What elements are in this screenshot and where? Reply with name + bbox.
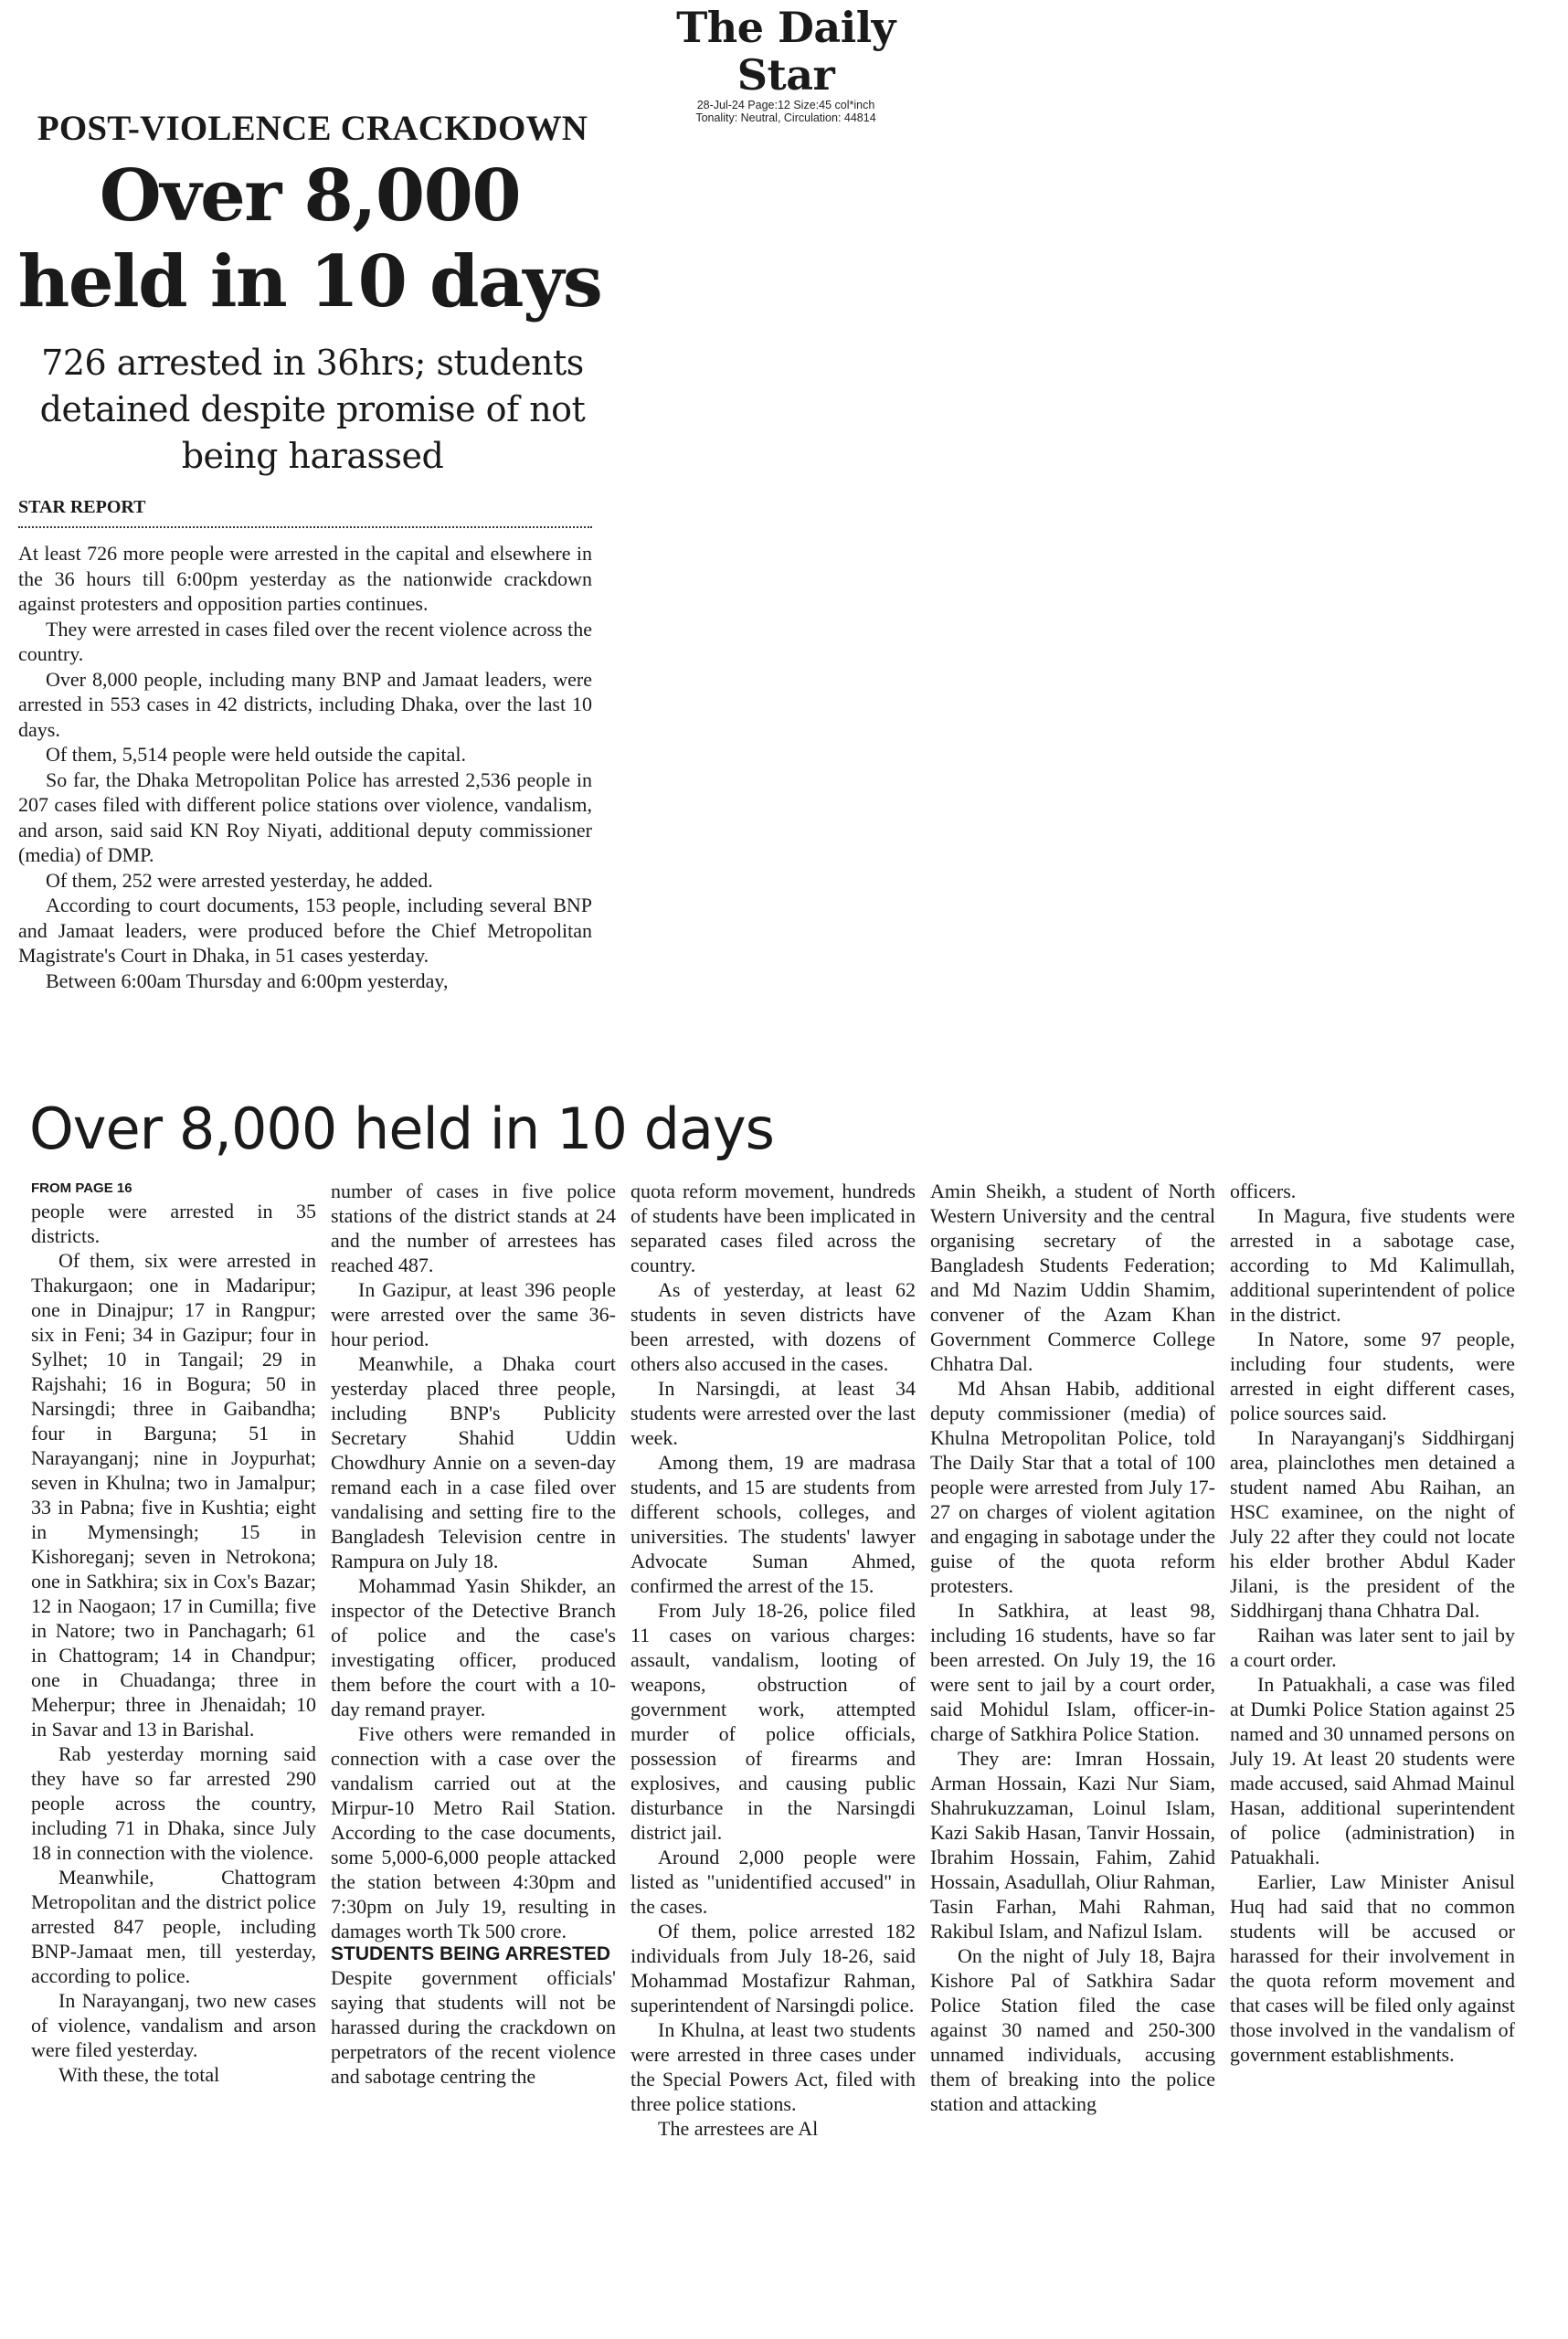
- paragraph: Between 6:00am Thursday and 6:00pm yesterday,: [46, 968, 449, 992]
- clipping-meta-line-2: Tonality: Neutral, Circulation: 44814: [695, 111, 876, 124]
- paragraph: In Narsingdi, at least 34 students were arrested over the last week.: [630, 1377, 916, 1449]
- paragraph: From July 18-26, police filed 11 cases on various charges: assault, vandalism, looting of weapons, obstruction of government work, attempted murder of police officials, possession of firearms and explosives, and causing public disturbance in the Narsingdi district jail.: [630, 1599, 916, 1844]
- paragraph: In Magura, five students were arrested in a sabotage case, according to Md Kalimullah, additional superintendent of police in the district.: [1230, 1204, 1515, 1326]
- paragraph: Of them, 252 were arrested yesterday, he added.: [46, 868, 433, 892]
- column-2: [331, 1179, 616, 2089]
- paragraph: Mohammad Yasin Shikder, an inspector of the Detective Branch of police and the case's investigating officer, produced them before the court with a 10-day remand prayer.: [331, 1574, 616, 1720]
- newspaper-logo: The Daily Star: [676, 3, 895, 100]
- paragraph: So far, the Dhaka Metropolitan Police has arrested 2,536 people in 207 cases filed with different police stations over violence, vandalism, and arson, said said KN Roy Niyati, additional deputy commissioner (media) of DMP.: [18, 767, 592, 866]
- jump-headline: Over 8,000 held in 10 days: [29, 1095, 774, 1162]
- column-3: [630, 1179, 916, 2141]
- clipping-meta-line-1: 28-Jul-24 Page:12 Size:45 col*inch: [696, 99, 875, 111]
- paragraph: quota reform movement, hundreds of students have been implicated in separated cases filed across the country.: [630, 1180, 916, 1276]
- paragraph: Rab yesterday morning said they have so far arrested 290 people across the country, including 71 in Dhaka, since July 18 in connection with the violence.: [31, 1742, 316, 1864]
- paragraph: In Natore, some 97 people, including four students, were arrested in eight different cases, police sources said.: [1230, 1328, 1515, 1424]
- paragraph: Among them, 19 are madrasa students, and 15 are students from different schools, colleges, and universities. The students' lawyer Advocate Suman Ahmed, confirmed the arrest of the 15.: [630, 1451, 916, 1597]
- paragraph: Of them, 5,514 people were held outside the capital.: [46, 743, 467, 766]
- paragraph: In Satkhira, at least 98, including 16 students, have so far been arrested. On July 19, the 16 were sent to jail by a court order, said Mohidul Islam, officer-in-charge of Satkhira Police Station.: [930, 1599, 1215, 1745]
- subheadline: 726 arrested in 36hrs; students detained despite promise of not being harassed: [39, 343, 586, 476]
- paragraph: In Patuakhali, a case was filed at Dumki Police Station against 25 named and 30 unnamed persons on July 19. At least 20 students were made accused, said Ahmad Mainul Hasan, additional superintendent of police (administration) in Patuakhali.: [1230, 1673, 1515, 1868]
- paragraph: On the night of July 18, Bajra Kishore Pal of Satkhira Sadar Police Station filed the case against 30 named and 250-300 unnamed individuals, accusing them of breaking into the police station and attacking: [930, 1944, 1215, 2115]
- paragraph: As of yesterday, at least 62 students in seven districts have been arrested, with dozens of others also accused in the cases.: [630, 1278, 916, 1375]
- byline: STAR REPORT: [18, 495, 592, 528]
- paragraph: Around 2,000 people were listed as "unidentified accused" in the cases.: [630, 1846, 916, 1918]
- section-subhead: STUDENTS BEING ARRESTED: [331, 1943, 611, 1964]
- masthead: [640, 4, 932, 124]
- paragraph: In Gazipur, at least 396 people were arrested over the same 36-hour period.: [331, 1278, 616, 1350]
- kicker: POST-VIOLENCE CRACKDOWN: [37, 109, 588, 148]
- paragraph: Of them, six were arrested in Thakurgaon; one in Madaripur; one in Dinajpur; 17 in Rangpur; six in Feni; 34 in Gazipur; four in Sylhet; 10 in Tangail; 29 in Rajshahi; 16 in Bogura; 50 in Narsingdi; three in Gaibandha; four in Barguna; 51 in Narayanganj; nine in Joypurhat; seven in Khulna; two in Jamalpur; 33 in Pabna; five in Kushtia; eight in Mymensingh; 15 in Kishoreganj; seven in Netrokona; one in Satkhira; six in Cox's Bazar; 12 in Naogaon; 17 in Cumilla; five in Natore; two in Panchagarh; 61 in Chattogram; 14 in Chandpur; one in Chuadanga; three in Meherpur; three in Jhenaidah; 10 in Savar and 13 in Barishal.: [31, 1249, 316, 1741]
- paragraph: officers.: [1230, 1180, 1297, 1202]
- paragraph: Of them, police arrested 182 individuals from July 18-26, said Mohammad Mostafizur Rahman, superintendent of Narsingdi police.: [630, 1920, 916, 2016]
- paragraph: Md Ahsan Habib, additional deputy commissioner (media) of Khulna Metropolitan Police, told The Daily Star that a total of 100 people were arrested from July 17-27 on charges of violent agitation and engaging in sabotage under the guise of the quota reform protesters.: [930, 1377, 1215, 1597]
- paragraph: In Khulna, at least two students were arrested in three cases under the Special Powers Act, filed with three police stations.: [630, 2018, 916, 2115]
- lead-story-body: [18, 541, 592, 993]
- paragraph: They were arrested in cases filed over the recent violence across the country.: [18, 617, 592, 665]
- paragraph: The arrestees are Al: [658, 2117, 819, 2140]
- paragraph: Raihan was later sent to jail by a court order.: [1230, 1624, 1515, 1671]
- paragraph: In Narayanganj's Siddhirganj area, plainclothes men detained a student named Abu Raihan, an HSC examinee, on the night of July 22 after they could not locate his elder brother Abdul Kader Jilani, is the president of the Siddhirganj thana Chhatra Dal.: [1230, 1426, 1515, 1622]
- column-5: [1230, 1179, 1515, 2067]
- paragraph: Over 8,000 people, including many BNP and Jamaat leaders, were arrested in 553 cases in 42 districts, including Dhaka, over the last 10 days.: [18, 667, 592, 741]
- paragraph: With these, the total: [58, 2063, 220, 2086]
- paragraph: In Narayanganj, two new cases of violence, vandalism and arson were filed yesterday.: [31, 1989, 316, 2061]
- paragraph: Meanwhile, a Dhaka court yesterday placed three people, including BNP's Publicity Secretary Shahid Uddin Chowdhury Annie on a seven-day remand each in a case filed over vandalising and setting fire to the Bangladesh Television centre in Rampura on July 18.: [331, 1352, 616, 1572]
- paragraph: Amin Sheikh, a student of North Western University and the central organising secretary of the Bangladesh Students Federation; and Md Nazim Uddin Shamim, convener of the Azam Khan Government Commerce College Chhatra Dal.: [930, 1180, 1215, 1375]
- paragraph: Meanwhile, Chattogram Metropolitan and the district police arrested 847 people, including BNP-Jamaat men, till yesterday, according to police.: [31, 1866, 316, 1987]
- column-4: [930, 1179, 1215, 2116]
- paragraph: At least 726 more people were arrested in the capital and elsewhere in the 36 hours till 6:00pm yesterday as the nationwide crackdown against protesters and opposition parties continues.: [18, 542, 592, 615]
- headline: Over 8,000 held in 10 days: [17, 154, 602, 323]
- from-page-label: FROM PAGE 16: [31, 1180, 132, 1196]
- paragraph: number of cases in five police stations of the district stands at 24 and the number of arrestees has reached 487.: [331, 1180, 616, 1276]
- paragraph: They are: Imran Hossain, Arman Hossain, Kazi Nur Siam, Shahrukuzzaman, Loinul Islam, Kazi Sakib Hasan, Tanvir Hossain, Ibrahim Hossain, Fahim, Zahid Hossain, Asadullah, Oliur Rahman, Tasin Farhan, Mahi Rahman, Rakibul Islam, and Nafizul Islam.: [930, 1747, 1215, 1942]
- paragraph: Five others were remanded in connection with a case over the vandalism carried out at the Mirpur-10 Metro Rail Station. According to the case documents, some 5,000-6,000 people attacked the station between 4:30pm and 7:30pm on July 19, resulting in damages worth Tk 500 crore.: [331, 1722, 616, 1942]
- paragraph: According to court documents, 153 people, including several BNP and Jamaat leaders, were produced before the Chief Metropolitan Magistrate's Court in Dhaka, in 51 cases yesterday.: [18, 894, 592, 967]
- paragraph: Earlier, Law Minister Anisul Huq had said that no common students will be accused or harassed for their involvement in the quota reform movement and that cases will be filed only against those involved in the vandalism of government establishments.: [1230, 1870, 1515, 2066]
- paragraph: people were arrested in 35 districts.: [31, 1200, 316, 1247]
- column-1: [31, 1179, 316, 2087]
- paragraph: Despite government officials' saying that students will not be harassed during the crackdown on perpetrators of the recent violence and sabotage centring the: [331, 1966, 616, 2088]
